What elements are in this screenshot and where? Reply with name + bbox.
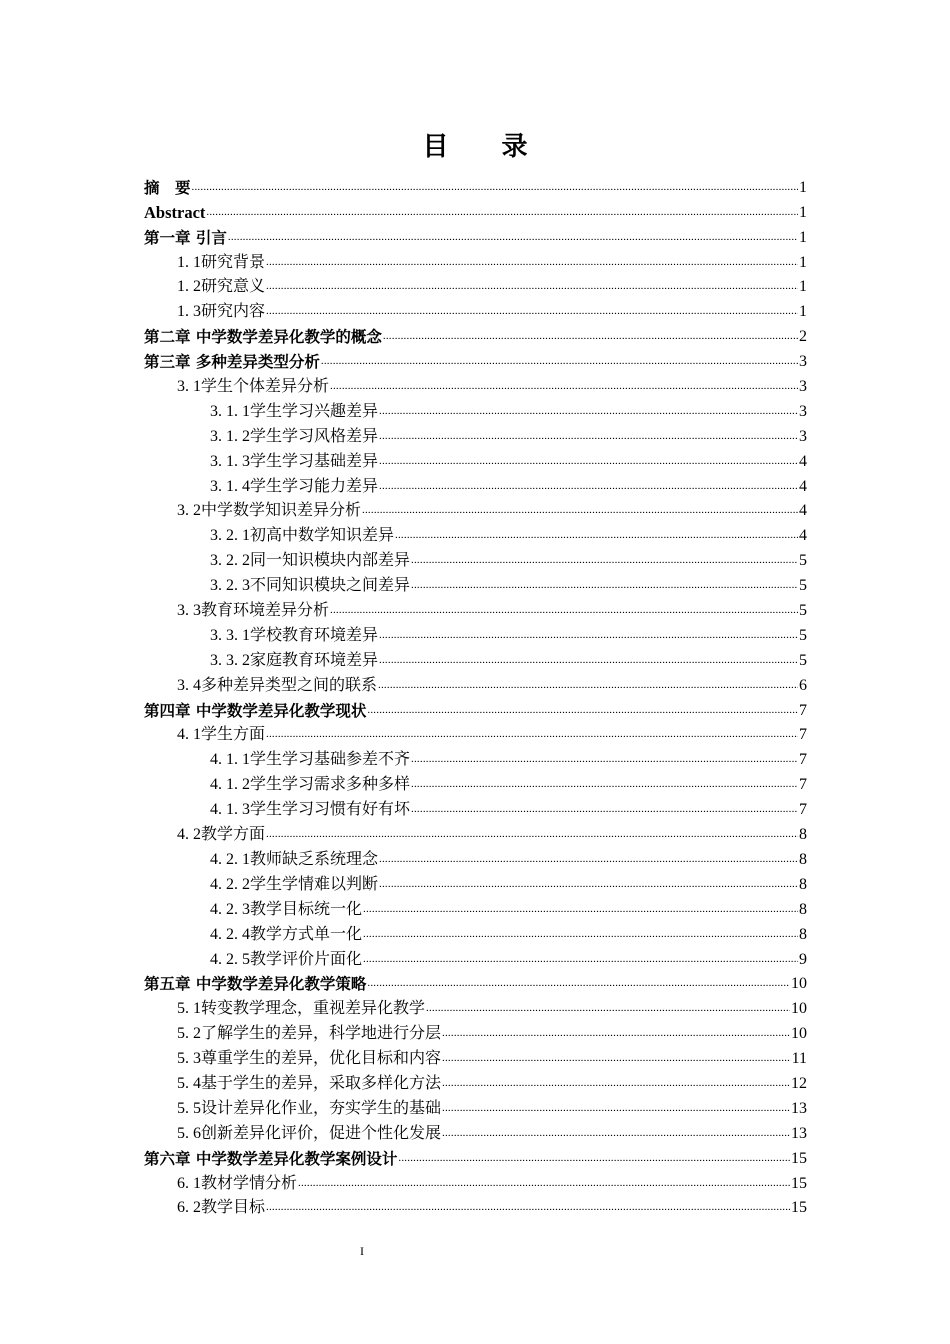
toc-entry-label: 4. 1学生方面 xyxy=(177,726,266,744)
toc-entry-page-number: 6 xyxy=(799,676,807,694)
toc-entry-label: 3. 2中学数学知识差异分析 xyxy=(177,502,362,520)
toc-entry[interactable] xyxy=(144,870,807,895)
toc-entry-page-number: 13 xyxy=(791,1124,807,1142)
toc-entry[interactable] xyxy=(144,273,807,298)
toc-dot-leader xyxy=(266,303,798,319)
toc-entry[interactable] xyxy=(144,571,807,596)
toc-entry-page-number: 5 xyxy=(799,626,807,644)
toc-entry-page-number: 2 xyxy=(799,328,807,346)
toc-dot-leader xyxy=(266,278,798,294)
toc-dot-leader xyxy=(192,179,798,195)
toc-dot-leader xyxy=(266,254,798,270)
toc-entry-page-number: 3 xyxy=(799,353,807,371)
toc-entry-page-number: 1 xyxy=(799,178,807,196)
toc-dot-leader xyxy=(379,627,798,643)
toc-dot-leader xyxy=(442,1125,790,1141)
toc-entry[interactable] xyxy=(144,546,807,571)
toc-dot-leader xyxy=(363,926,798,942)
toc-dot-leader xyxy=(411,552,798,568)
toc-entry[interactable] xyxy=(144,721,807,746)
toc-entry[interactable] xyxy=(144,372,807,397)
toc-entry[interactable] xyxy=(144,223,807,248)
toc-entry[interactable] xyxy=(144,447,807,472)
toc-entry-page-number: 4 xyxy=(799,477,807,495)
toc-dot-leader xyxy=(411,577,798,593)
toc-entry-label: 4. 2. 3教学目标统一化 xyxy=(210,900,363,918)
toc-dot-leader xyxy=(395,527,798,543)
toc-entry[interactable] xyxy=(144,1194,807,1219)
toc-entry[interactable] xyxy=(144,696,807,721)
toc-dot-leader xyxy=(363,951,798,967)
toc-dot-leader xyxy=(367,975,790,991)
toc-entry-label: 3. 2. 1初高中数学知识差异 xyxy=(210,527,395,545)
toc-entry[interactable] xyxy=(144,770,807,795)
toc-entry-page-number: 8 xyxy=(799,826,807,844)
toc-entry-label: 4. 2. 4教学方式单一化 xyxy=(210,925,363,943)
toc-entry-page-number: 10 xyxy=(791,1025,807,1043)
toc-entry[interactable] xyxy=(144,994,807,1019)
toc-entry-label: Abstract xyxy=(144,202,206,222)
toc-entry[interactable] xyxy=(144,1019,807,1044)
toc-entry[interactable] xyxy=(144,820,807,845)
toc-entry[interactable] xyxy=(144,1094,807,1119)
toc-entry-label: 5. 3尊重学生的差异，优化目标和内容 xyxy=(177,1050,442,1068)
toc-entry-label: 3. 1学生个体差异分析 xyxy=(177,378,330,396)
toc-entry[interactable] xyxy=(144,347,807,372)
toc-entry-label: 3. 2. 3不同知识模块之间差异 xyxy=(210,577,411,595)
toc-dot-leader xyxy=(378,677,798,693)
toc-dot-leader xyxy=(379,428,798,444)
toc-entry-label: 5. 6创新差异化评价，促进个性化发展 xyxy=(177,1124,442,1142)
toc-dot-leader xyxy=(228,229,798,245)
toc-dot-leader xyxy=(379,851,798,867)
toc-dot-leader xyxy=(266,1199,790,1215)
toc-entry-page-number: 4 xyxy=(799,452,807,470)
toc-entry[interactable] xyxy=(144,646,807,671)
toc-dot-leader xyxy=(363,901,798,917)
toc-entry[interactable] xyxy=(144,173,807,198)
toc-dot-leader xyxy=(330,378,798,394)
toc-entry-label: 3. 1. 3学生学习基础差异 xyxy=(210,452,379,470)
toc-entry-page-number: 7 xyxy=(799,726,807,744)
toc-dot-leader xyxy=(362,502,798,518)
toc-entry-label: 4. 1. 1学生学习基础参差不齐 xyxy=(210,751,411,769)
toc-entry[interactable] xyxy=(144,198,807,223)
toc-dot-leader xyxy=(398,1150,790,1166)
page-number-footer: I xyxy=(360,1244,364,1258)
toc-entry-page-number: 12 xyxy=(791,1074,807,1092)
toc-entry-page-number: 9 xyxy=(799,950,807,968)
toc-dot-leader xyxy=(426,1000,790,1016)
toc-entry-page-number: 7 xyxy=(799,701,807,719)
toc-entry[interactable] xyxy=(144,970,807,995)
toc-entry[interactable] xyxy=(144,671,807,696)
toc-dot-leader xyxy=(379,403,798,419)
toc-title: 目 录 xyxy=(422,132,550,162)
toc-entry-page-number: 1 xyxy=(799,303,807,321)
toc-entry-page-number: 10 xyxy=(791,975,807,993)
toc-dot-leader xyxy=(383,328,798,344)
toc-entry[interactable] xyxy=(144,945,807,970)
toc-entry-label: 第一章 引言 xyxy=(144,228,227,247)
toc-entry[interactable] xyxy=(144,795,807,820)
toc-entry-label: 第五章 中学数学差异化教学策略 xyxy=(144,975,367,994)
toc-entry[interactable] xyxy=(144,920,807,945)
toc-entry-label: 3. 2. 2同一知识模块内部差异 xyxy=(210,552,411,570)
toc-dot-leader xyxy=(367,702,798,718)
toc-entry-label: 第四章 中学数学差异化教学现状 xyxy=(144,701,367,720)
toc-entry[interactable] xyxy=(144,621,807,646)
toc-entry[interactable] xyxy=(144,248,807,273)
toc-entry-page-number: 1 xyxy=(799,253,807,271)
toc-entry-page-number: 5 xyxy=(799,651,807,669)
toc-dot-leader xyxy=(411,801,798,817)
toc-entry-page-number: 15 xyxy=(791,1174,807,1192)
toc-entry-page-number: 7 xyxy=(799,776,807,794)
toc-entry[interactable] xyxy=(144,472,807,497)
toc-entry-label: 5. 2了解学生的差异，科学地进行分层 xyxy=(177,1025,442,1043)
toc-entry-page-number: 1 xyxy=(799,278,807,296)
table-of-contents xyxy=(144,173,807,1218)
toc-dot-leader xyxy=(266,726,798,742)
toc-dot-leader xyxy=(330,602,798,618)
toc-entry[interactable] xyxy=(144,845,807,870)
toc-dot-leader xyxy=(442,1100,790,1116)
toc-entry-label: 5. 5设计差异化作业，夯实学生的基础 xyxy=(177,1099,442,1117)
toc-entry[interactable] xyxy=(144,397,807,422)
toc-dot-leader xyxy=(266,826,798,842)
toc-entry-page-number: 1 xyxy=(799,203,807,221)
toc-dot-leader xyxy=(379,453,798,469)
toc-entry-page-number: 3 xyxy=(799,378,807,396)
toc-entry-page-number: 3 xyxy=(799,427,807,445)
toc-entry-page-number: 5 xyxy=(799,602,807,620)
toc-entry-page-number: 8 xyxy=(799,900,807,918)
toc-entry-page-number: 11 xyxy=(791,1050,807,1068)
toc-dot-leader xyxy=(442,1050,791,1066)
toc-entry-label: 4. 1. 3学生学习习惯有好有坏 xyxy=(210,801,411,819)
toc-entry[interactable] xyxy=(144,596,807,621)
toc-dot-leader xyxy=(298,1175,790,1191)
toc-entry[interactable] xyxy=(144,322,807,347)
toc-entry-label: 6. 1教材学情分析 xyxy=(177,1174,298,1192)
toc-entry-label: 4. 2教学方面 xyxy=(177,826,266,844)
toc-entry-label: 第三章 多种差异类型分析 xyxy=(144,353,320,372)
toc-entry[interactable] xyxy=(144,297,807,322)
toc-entry-label: 3. 3. 1学校教育环境差异 xyxy=(210,626,379,644)
toc-entry-label: 3. 1. 1学生学习兴趣差异 xyxy=(210,402,379,420)
toc-entry-page-number: 3 xyxy=(799,402,807,420)
toc-dot-leader xyxy=(379,478,798,494)
toc-entry-page-number: 4 xyxy=(799,527,807,545)
toc-entry-page-number: 15 xyxy=(791,1199,807,1217)
toc-entry-label: 1. 2研究意义 xyxy=(177,278,266,296)
toc-entry[interactable] xyxy=(144,422,807,447)
toc-entry-label: 3. 3教育环境差异分析 xyxy=(177,602,330,620)
toc-entry-page-number: 1 xyxy=(799,228,807,246)
toc-entry[interactable] xyxy=(144,1069,807,1094)
toc-entry[interactable] xyxy=(144,1169,807,1194)
toc-entry-label: 5. 4基于学生的差异，采取多样化方法 xyxy=(177,1074,442,1092)
toc-entry-page-number: 10 xyxy=(791,1000,807,1018)
toc-dot-leader xyxy=(321,353,798,369)
toc-entry-page-number: 5 xyxy=(799,552,807,570)
toc-entry-label: 1. 3研究内容 xyxy=(177,303,266,321)
toc-dot-leader xyxy=(379,652,798,668)
toc-dot-leader xyxy=(206,204,798,220)
toc-dot-leader xyxy=(442,1075,790,1091)
toc-entry[interactable] xyxy=(144,745,807,770)
toc-entry-label: 第二章 中学数学差异化教学的概念 xyxy=(144,328,382,347)
toc-entry-page-number: 4 xyxy=(799,502,807,520)
toc-dot-leader xyxy=(411,776,798,792)
toc-entry-page-number: 7 xyxy=(799,751,807,769)
toc-entry-label: 3. 1. 2学生学习风格差异 xyxy=(210,427,379,445)
toc-entry[interactable] xyxy=(144,1119,807,1144)
toc-entry-page-number: 8 xyxy=(799,875,807,893)
toc-entry-label: 4. 2. 5教学评价片面化 xyxy=(210,950,363,968)
toc-entry-page-number: 5 xyxy=(799,577,807,595)
toc-entry[interactable] xyxy=(144,1144,807,1169)
toc-entry-label: 第六章 中学数学差异化教学案例设计 xyxy=(144,1149,398,1168)
toc-entry-page-number: 7 xyxy=(799,801,807,819)
toc-dot-leader xyxy=(442,1025,790,1041)
toc-entry-label: 3. 4多种差异类型之间的联系 xyxy=(177,676,378,694)
toc-entry-page-number: 15 xyxy=(791,1149,807,1167)
toc-entry[interactable] xyxy=(144,521,807,546)
toc-entry-label: 3. 1. 4学生学习能力差异 xyxy=(210,477,379,495)
toc-entry-label: 1. 1研究背景 xyxy=(177,253,266,271)
toc-dot-leader xyxy=(379,876,798,892)
toc-entry-label: 4. 2. 2学生学情难以判断 xyxy=(210,875,379,893)
toc-entry-page-number: 8 xyxy=(799,925,807,943)
toc-dot-leader xyxy=(411,751,798,767)
toc-entry-page-number: 8 xyxy=(799,850,807,868)
toc-entry[interactable] xyxy=(144,1044,807,1069)
toc-entry-label: 摘 要 xyxy=(144,178,191,197)
toc-entry[interactable] xyxy=(144,497,807,522)
toc-entry-label: 4. 2. 1教师缺乏系统理念 xyxy=(210,850,379,868)
toc-entry-page-number: 13 xyxy=(791,1099,807,1117)
toc-entry[interactable] xyxy=(144,895,807,920)
toc-entry-label: 5. 1转变教学理念，重视差异化教学 xyxy=(177,1000,426,1018)
toc-entry-label: 3. 3. 2家庭教育环境差异 xyxy=(210,651,379,669)
toc-entry-label: 6. 2教学目标 xyxy=(177,1199,266,1217)
toc-entry-label: 4. 1. 2学生学习需求多种多样 xyxy=(210,776,411,794)
